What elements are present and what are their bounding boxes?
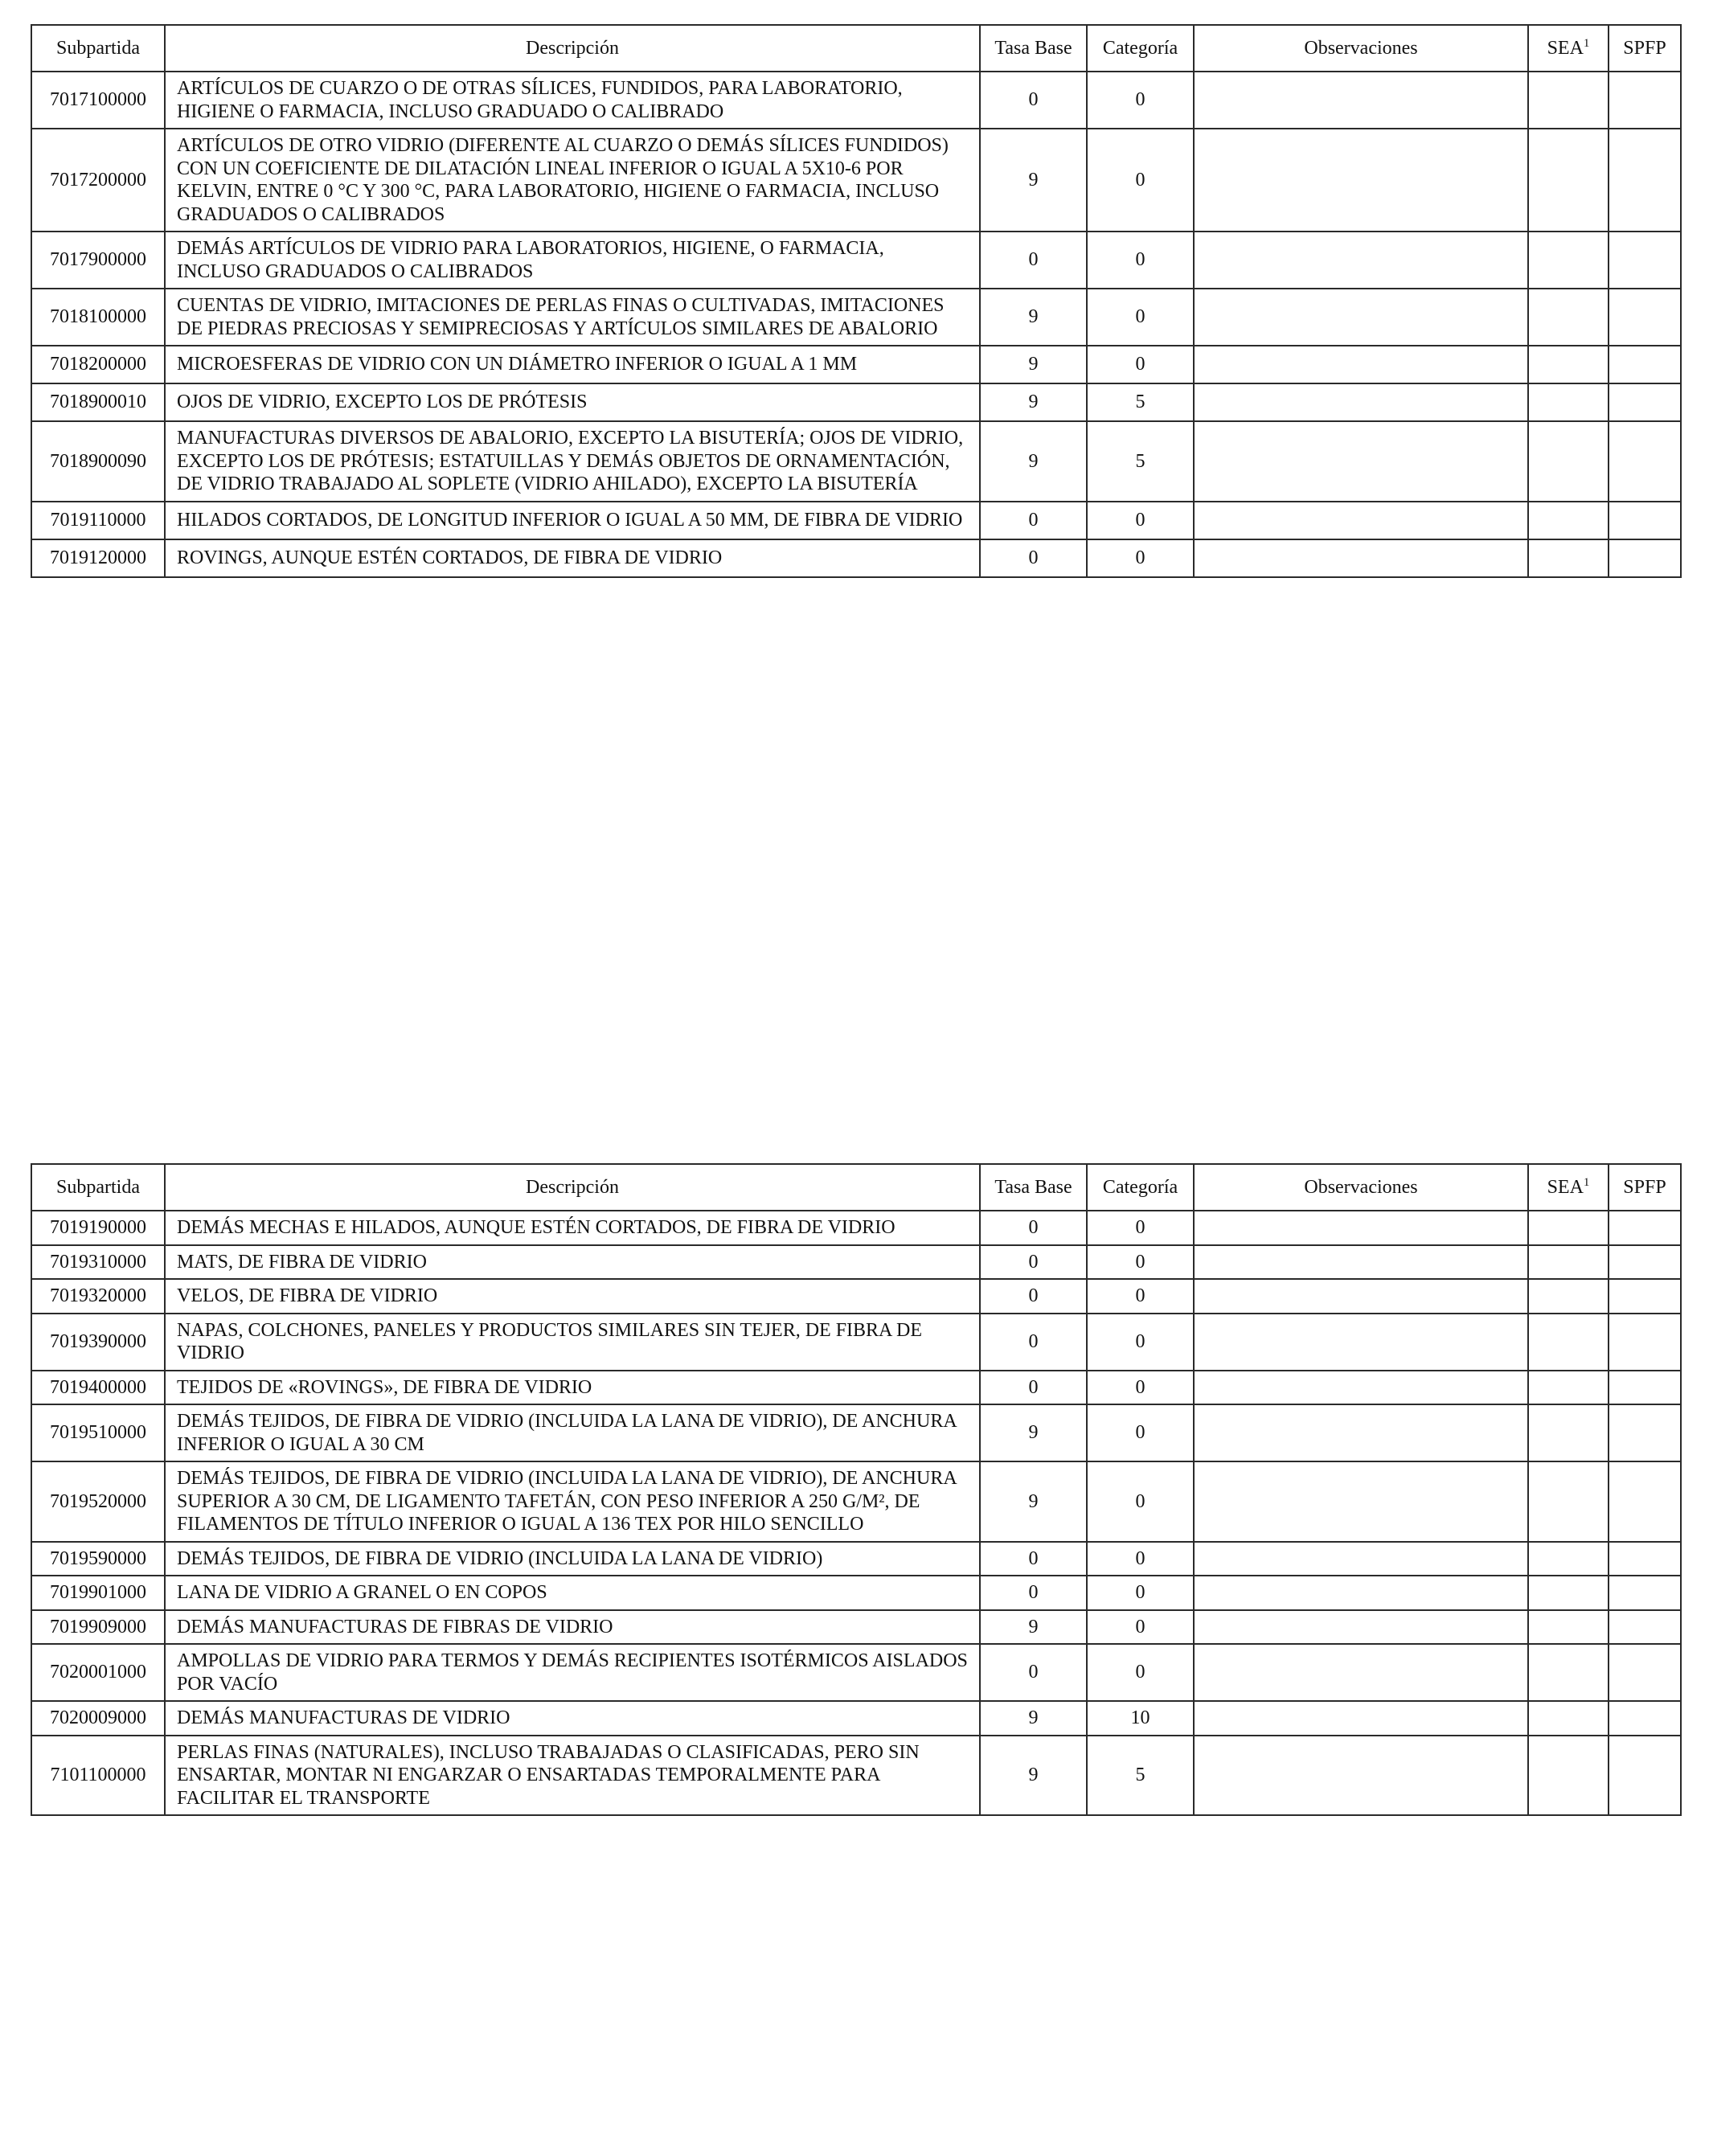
subpartida-cell: 7019320000 xyxy=(31,1279,165,1314)
table-row xyxy=(31,289,1681,346)
header-tasa-base: Tasa Base xyxy=(980,25,1087,72)
subpartida-cell: 7020001000 xyxy=(31,1644,165,1701)
tasa-base-cell: 0 xyxy=(980,1245,1087,1280)
subpartida-cell: 7101100000 xyxy=(31,1736,165,1816)
spfp-cell xyxy=(1609,1404,1681,1461)
sea-cell xyxy=(1528,1736,1609,1816)
descripcion-cell: ROVINGS, AUNQUE ESTÉN CORTADOS, DE FIBRA DE VIDRIO xyxy=(165,539,980,577)
observaciones-cell xyxy=(1194,1279,1528,1314)
categoria-cell: 0 xyxy=(1087,1461,1194,1542)
descripcion-cell: DEMÁS TEJIDOS, DE FIBRA DE VIDRIO (INCLUIDA LA LANA DE VIDRIO), DE ANCHURA INFERIOR O IGUAL A 30 CM xyxy=(165,1404,980,1461)
header-subpartida: Subpartida xyxy=(31,1164,165,1211)
descripcion-cell: VELOS, DE FIBRA DE VIDRIO xyxy=(165,1279,980,1314)
sea-cell xyxy=(1528,502,1609,539)
spfp-cell xyxy=(1609,502,1681,539)
observaciones-cell xyxy=(1194,1644,1528,1701)
header-descripcion: Descripción xyxy=(165,1164,980,1211)
table-header-row xyxy=(31,1164,1681,1211)
observaciones-cell xyxy=(1194,1371,1528,1405)
tasa-base-cell: 0 xyxy=(980,1211,1087,1245)
observaciones-cell xyxy=(1194,1461,1528,1542)
categoria-cell: 0 xyxy=(1087,1371,1194,1405)
header-sea-footnote: 1 xyxy=(1583,1175,1590,1189)
spfp-cell xyxy=(1609,1701,1681,1736)
descripcion-cell: MANUFACTURAS DIVERSOS DE ABALORIO, EXCEPTO LA BISUTERÍA; OJOS DE VIDRIO, EXCEPTO LOS DE PRÓTESIS; ESTATUILLAS Y DEMÁS OBJETOS DE ORNAMENTACIÓN, DE VIDRIO TRABAJADO AL SOPLETE (VIDRIO AHILADO), EXCEPTO LA BISUTERÍA xyxy=(165,421,980,502)
table-row xyxy=(31,129,1681,232)
categoria-cell: 0 xyxy=(1087,289,1194,346)
categoria-cell: 0 xyxy=(1087,232,1194,289)
observaciones-cell xyxy=(1194,383,1528,421)
categoria-cell: 0 xyxy=(1087,346,1194,383)
table-body-bottom xyxy=(31,1211,1681,1815)
sea-cell xyxy=(1528,1461,1609,1542)
sea-cell xyxy=(1528,72,1609,129)
categoria-cell: 5 xyxy=(1087,383,1194,421)
table-row xyxy=(31,1279,1681,1314)
subpartida-cell: 7019520000 xyxy=(31,1461,165,1542)
table-row xyxy=(31,539,1681,577)
descripcion-cell: ARTÍCULOS DE CUARZO O DE OTRAS SÍLICES, FUNDIDOS, PARA LABORATORIO, HIGIENE O FARMACIA, INCLUSO GRADUADO O CALIBRADO xyxy=(165,72,980,129)
subpartida-cell: 7018200000 xyxy=(31,346,165,383)
observaciones-cell xyxy=(1194,129,1528,232)
subpartida-cell: 7019110000 xyxy=(31,502,165,539)
tasa-base-cell: 9 xyxy=(980,421,1087,502)
subpartida-cell: 7019590000 xyxy=(31,1542,165,1576)
categoria-cell: 5 xyxy=(1087,1736,1194,1816)
table-header-row xyxy=(31,25,1681,72)
table-row xyxy=(31,1736,1681,1816)
spfp-cell xyxy=(1609,72,1681,129)
observaciones-cell xyxy=(1194,232,1528,289)
tariff-table-bottom xyxy=(31,1163,1682,1816)
subpartida-cell: 7019901000 xyxy=(31,1576,165,1610)
tasa-base-cell: 0 xyxy=(980,1542,1087,1576)
table-row xyxy=(31,1245,1681,1280)
observaciones-cell xyxy=(1194,1404,1528,1461)
categoria-cell: 0 xyxy=(1087,502,1194,539)
descripcion-cell: OJOS DE VIDRIO, EXCEPTO LOS DE PRÓTESIS xyxy=(165,383,980,421)
tasa-base-cell: 9 xyxy=(980,129,1087,232)
spfp-cell xyxy=(1609,1461,1681,1542)
tasa-base-cell: 0 xyxy=(980,72,1087,129)
descripcion-cell: DEMÁS TEJIDOS, DE FIBRA DE VIDRIO (INCLUIDA LA LANA DE VIDRIO), DE ANCHURA SUPERIOR A 30 CM, DE LIGAMENTO TAFETÁN, CON PESO INFERIOR A 250 G/M², DE FILAMENTOS DE TÍTULO INFERIOR O IGUAL A 136 TEX POR HILO SENCILLO xyxy=(165,1461,980,1542)
descripcion-cell: AMPOLLAS DE VIDRIO PARA TERMOS Y DEMÁS RECIPIENTES ISOTÉRMICOS AISLADOS POR VACÍO xyxy=(165,1644,980,1701)
subpartida-cell: 7019310000 xyxy=(31,1245,165,1280)
spfp-cell xyxy=(1609,1644,1681,1701)
header-sea xyxy=(1528,25,1609,72)
subpartida-cell: 7018900010 xyxy=(31,383,165,421)
categoria-cell: 0 xyxy=(1087,1404,1194,1461)
sea-cell xyxy=(1528,1245,1609,1280)
sea-cell xyxy=(1528,383,1609,421)
spfp-cell xyxy=(1609,1211,1681,1245)
subpartida-cell: 7019909000 xyxy=(31,1610,165,1645)
tasa-base-cell: 0 xyxy=(980,1314,1087,1371)
subpartida-cell: 7017200000 xyxy=(31,129,165,232)
subpartida-cell: 7019120000 xyxy=(31,539,165,577)
tasa-base-cell: 9 xyxy=(980,346,1087,383)
sea-cell xyxy=(1528,1610,1609,1645)
descripcion-cell: MATS, DE FIBRA DE VIDRIO xyxy=(165,1245,980,1280)
subpartida-cell: 7020009000 xyxy=(31,1701,165,1736)
categoria-cell: 0 xyxy=(1087,1314,1194,1371)
table-row xyxy=(31,1610,1681,1645)
table-row xyxy=(31,72,1681,129)
descripcion-cell: DEMÁS ARTÍCULOS DE VIDRIO PARA LABORATORIOS, HIGIENE, O FARMACIA, INCLUSO GRADUADOS O CALIBRADOS xyxy=(165,232,980,289)
observaciones-cell xyxy=(1194,1542,1528,1576)
table-row xyxy=(31,1542,1681,1576)
spfp-cell xyxy=(1609,346,1681,383)
header-sea-label: SEA xyxy=(1547,1176,1584,1198)
categoria-cell: 0 xyxy=(1087,1279,1194,1314)
subpartida-cell: 7019400000 xyxy=(31,1371,165,1405)
spfp-cell xyxy=(1609,1245,1681,1280)
descripcion-cell: DEMÁS MECHAS E HILADOS, AUNQUE ESTÉN CORTADOS, DE FIBRA DE VIDRIO xyxy=(165,1211,980,1245)
tasa-base-cell: 0 xyxy=(980,232,1087,289)
table-row xyxy=(31,1404,1681,1461)
spfp-cell xyxy=(1609,1736,1681,1816)
sea-cell xyxy=(1528,1644,1609,1701)
spfp-cell xyxy=(1609,421,1681,502)
spfp-cell xyxy=(1609,383,1681,421)
observaciones-cell xyxy=(1194,1576,1528,1610)
subpartida-cell: 7017900000 xyxy=(31,232,165,289)
categoria-cell: 5 xyxy=(1087,421,1194,502)
spfp-cell xyxy=(1609,232,1681,289)
categoria-cell: 0 xyxy=(1087,1610,1194,1645)
table-row xyxy=(31,1576,1681,1610)
spfp-cell xyxy=(1609,1542,1681,1576)
sea-cell xyxy=(1528,346,1609,383)
spfp-cell xyxy=(1609,1314,1681,1371)
observaciones-cell xyxy=(1194,1211,1528,1245)
tasa-base-cell: 0 xyxy=(980,1576,1087,1610)
sea-cell xyxy=(1528,1279,1609,1314)
subpartida-cell: 7017100000 xyxy=(31,72,165,129)
table-row xyxy=(31,1701,1681,1736)
subpartida-cell: 7019390000 xyxy=(31,1314,165,1371)
tasa-base-cell: 0 xyxy=(980,1371,1087,1405)
tasa-base-cell: 9 xyxy=(980,1610,1087,1645)
categoria-cell: 0 xyxy=(1087,1576,1194,1610)
spfp-cell xyxy=(1609,1279,1681,1314)
observaciones-cell xyxy=(1194,1245,1528,1280)
header-categoria: Categoría xyxy=(1087,25,1194,72)
spfp-cell xyxy=(1609,1610,1681,1645)
sea-cell xyxy=(1528,1576,1609,1610)
sea-cell xyxy=(1528,1701,1609,1736)
observaciones-cell xyxy=(1194,1610,1528,1645)
categoria-cell: 0 xyxy=(1087,72,1194,129)
tasa-base-cell: 9 xyxy=(980,1404,1087,1461)
spfp-cell xyxy=(1609,539,1681,577)
header-sea-footnote: 1 xyxy=(1583,36,1590,50)
observaciones-cell xyxy=(1194,289,1528,346)
tasa-base-cell: 9 xyxy=(980,289,1087,346)
tasa-base-cell: 9 xyxy=(980,1736,1087,1816)
spfp-cell xyxy=(1609,1371,1681,1405)
categoria-cell: 0 xyxy=(1087,1245,1194,1280)
sea-cell xyxy=(1528,129,1609,232)
subpartida-cell: 7018900090 xyxy=(31,421,165,502)
descripcion-cell: TEJIDOS DE «ROVINGS», DE FIBRA DE VIDRIO xyxy=(165,1371,980,1405)
table-row xyxy=(31,1314,1681,1371)
categoria-cell: 0 xyxy=(1087,1542,1194,1576)
table-row xyxy=(31,1371,1681,1405)
descripcion-cell: DEMÁS MANUFACTURAS DE VIDRIO xyxy=(165,1701,980,1736)
descripcion-cell: HILADOS CORTADOS, DE LONGITUD INFERIOR O IGUAL A 50 MM, DE FIBRA DE VIDRIO xyxy=(165,502,980,539)
subpartida-cell: 7019190000 xyxy=(31,1211,165,1245)
sea-cell xyxy=(1528,421,1609,502)
categoria-cell: 0 xyxy=(1087,1211,1194,1245)
tasa-base-cell: 0 xyxy=(980,1644,1087,1701)
subpartida-cell: 7018100000 xyxy=(31,289,165,346)
descripcion-cell: DEMÁS MANUFACTURAS DE FIBRAS DE VIDRIO xyxy=(165,1610,980,1645)
tariff-table-top xyxy=(31,24,1682,578)
table-row xyxy=(31,1461,1681,1542)
header-descripcion: Descripción xyxy=(165,25,980,72)
sea-cell xyxy=(1528,232,1609,289)
observaciones-cell xyxy=(1194,72,1528,129)
descripcion-cell: LANA DE VIDRIO A GRANEL O EN COPOS xyxy=(165,1576,980,1610)
descripcion-cell: PERLAS FINAS (NATURALES), INCLUSO TRABAJADAS O CLASIFICADAS, PERO SIN ENSARTAR, MONTAR NI ENGARZAR O ENSARTADAS TEMPORALMENTE PARA FACILITAR EL TRANSPORTE xyxy=(165,1736,980,1816)
sea-cell xyxy=(1528,1314,1609,1371)
sea-cell xyxy=(1528,289,1609,346)
sea-cell xyxy=(1528,1371,1609,1405)
observaciones-cell xyxy=(1194,421,1528,502)
categoria-cell: 10 xyxy=(1087,1701,1194,1736)
sea-cell xyxy=(1528,1542,1609,1576)
tasa-base-cell: 0 xyxy=(980,502,1087,539)
observaciones-cell xyxy=(1194,502,1528,539)
header-spfp: SPFP xyxy=(1609,1164,1681,1211)
table-body-top xyxy=(31,72,1681,577)
table-row xyxy=(31,1644,1681,1701)
table-row xyxy=(31,1211,1681,1245)
observaciones-cell xyxy=(1194,346,1528,383)
header-observaciones: Observaciones xyxy=(1194,1164,1528,1211)
table-row xyxy=(31,346,1681,383)
sea-cell xyxy=(1528,1404,1609,1461)
table-row xyxy=(31,421,1681,502)
spfp-cell xyxy=(1609,289,1681,346)
subpartida-cell: 7019510000 xyxy=(31,1404,165,1461)
header-observaciones: Observaciones xyxy=(1194,25,1528,72)
tasa-base-cell: 0 xyxy=(980,539,1087,577)
header-categoria: Categoría xyxy=(1087,1164,1194,1211)
observaciones-cell xyxy=(1194,1701,1528,1736)
observaciones-cell xyxy=(1194,1314,1528,1371)
tasa-base-cell: 0 xyxy=(980,1279,1087,1314)
categoria-cell: 0 xyxy=(1087,1644,1194,1701)
descripcion-cell: CUENTAS DE VIDRIO, IMITACIONES DE PERLAS FINAS O CULTIVADAS, IMITACIONES DE PIEDRAS PRECIOSAS Y SEMIPRECIOSAS Y ARTÍCULOS SIMILARES DE ABALORIO xyxy=(165,289,980,346)
categoria-cell: 0 xyxy=(1087,129,1194,232)
header-tasa-base: Tasa Base xyxy=(980,1164,1087,1211)
table-row xyxy=(31,232,1681,289)
tasa-base-cell: 9 xyxy=(980,1701,1087,1736)
categoria-cell: 0 xyxy=(1087,539,1194,577)
tasa-base-cell: 9 xyxy=(980,1461,1087,1542)
header-subpartida: Subpartida xyxy=(31,25,165,72)
descripcion-cell: DEMÁS TEJIDOS, DE FIBRA DE VIDRIO (INCLUIDA LA LANA DE VIDRIO) xyxy=(165,1542,980,1576)
spfp-cell xyxy=(1609,129,1681,232)
table-row xyxy=(31,502,1681,539)
header-sea-label: SEA xyxy=(1547,37,1584,59)
spfp-cell xyxy=(1609,1576,1681,1610)
descripcion-cell: NAPAS, COLCHONES, PANELES Y PRODUCTOS SIMILARES SIN TEJER, DE FIBRA DE VIDRIO xyxy=(165,1314,980,1371)
descripcion-cell: MICROESFERAS DE VIDRIO CON UN DIÁMETRO INFERIOR O IGUAL A 1 MM xyxy=(165,346,980,383)
tasa-base-cell: 9 xyxy=(980,383,1087,421)
observaciones-cell xyxy=(1194,1736,1528,1816)
header-spfp: SPFP xyxy=(1609,25,1681,72)
sea-cell xyxy=(1528,1211,1609,1245)
header-sea xyxy=(1528,1164,1609,1211)
table-row xyxy=(31,383,1681,421)
descripcion-cell: ARTÍCULOS DE OTRO VIDRIO (DIFERENTE AL CUARZO O DEMÁS SÍLICES FUNDIDOS) CON UN COEFICIENTE DE DILATACIÓN LINEAL INFERIOR O IGUAL A 5X10-6 POR KELVIN, ENTRE 0 °C Y 300 °C, PARA LABORATORIO, HIGIENE O FARMACIA, INCLUSO GRADUADOS O CALIBRADOS xyxy=(165,129,980,232)
sea-cell xyxy=(1528,539,1609,577)
observaciones-cell xyxy=(1194,539,1528,577)
